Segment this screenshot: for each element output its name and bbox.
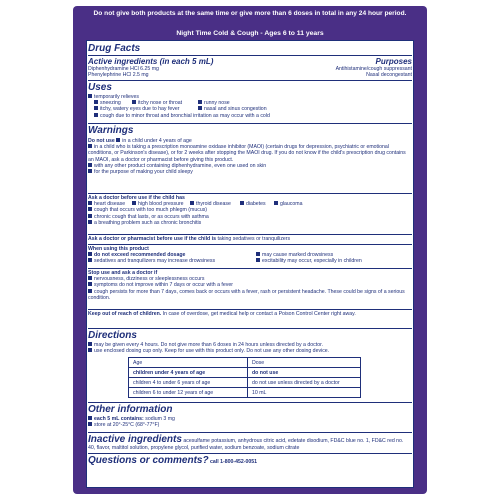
use-item: nasal and sinus congestion	[204, 106, 267, 113]
keep-out-label: Keep out of reach of children.	[88, 311, 162, 317]
bullet-icon	[274, 201, 278, 205]
bullet-icon	[88, 144, 92, 148]
condition-item: heart disease	[94, 201, 126, 208]
bullet-icon	[88, 207, 92, 211]
warnings-title: Warnings	[88, 125, 134, 136]
ingredients-list	[88, 66, 412, 78]
bullet-icon	[88, 422, 92, 426]
stop-use-item: cough persists for more than 7 days, comes back or occurs with a fever, rash or persistent headache. These could be signs of a serious condition.	[88, 288, 405, 301]
ingredient-row	[88, 72, 412, 78]
bullet-icon	[88, 416, 92, 420]
bullet-icon	[256, 258, 260, 262]
bullet-icon	[88, 276, 92, 280]
when-using-header: When using this product	[88, 246, 149, 252]
stop-use-block	[88, 270, 412, 301]
bullet-icon	[198, 106, 202, 110]
warning-item: for the purpose of making your child sleepy	[94, 169, 193, 176]
table-header-dose: Dose	[248, 358, 361, 368]
condition-item: high blood pressure	[138, 201, 184, 208]
keep-out-text: In case of overdose, get medical help or contact a Poison Control Center right away.	[162, 311, 356, 317]
questions-block	[88, 455, 412, 466]
table-cell-dose: 10 mL	[248, 388, 361, 398]
drug-facts-title: Drug Facts	[88, 43, 141, 54]
product-subtitle: Night Time Cold & Cough - Ages 6 to 11 years	[176, 30, 324, 37]
bullet-icon	[88, 258, 92, 262]
divider	[88, 123, 412, 124]
dosage-table-wrap	[128, 357, 368, 398]
bullet-icon	[88, 201, 92, 205]
use-item: itchy, watery eyes due to hay fever	[100, 106, 180, 113]
ingredient-purpose: Nasal decongestant	[366, 72, 412, 79]
bullet-icon	[132, 100, 136, 104]
uses-title: Uses	[88, 82, 112, 93]
table-cell-dose: do not use unless directed by a doctor	[248, 378, 361, 388]
keep-out-of-reach	[88, 311, 412, 317]
bullet-icon	[256, 252, 260, 256]
bullet-icon	[88, 214, 92, 218]
top-warning: Do not give both products at the same time or give more than 6 doses in total in any 24 hour period.	[93, 10, 407, 17]
inactive-block	[88, 434, 412, 451]
stop-use-header: Stop use and ask a doctor if	[88, 270, 158, 276]
condition-item: thyroid disease	[196, 201, 231, 208]
condition-item: diabetes	[246, 201, 266, 208]
bullet-icon	[88, 342, 92, 346]
warning-item: in a child under 4 years of age	[122, 138, 192, 144]
table-cell-age: children 6 to under 12 years of age	[129, 388, 248, 398]
bullet-icon	[116, 138, 120, 142]
other-info-text: sodium 3 mg	[145, 416, 175, 422]
bullet-icon	[132, 201, 136, 205]
when-using-row	[88, 258, 412, 264]
warning-item: in a child who is taking a prescription monoamine oxidase inhibitor (MAOI) (certain drugs for depression, psychiatric or emotional conditions, or Parkinson's disease), or for 2 weeks after stopping the MAOI drug. If you do not know if the child's prescription drug contains an MAOI, ask a doctor or pharmacist before giving this product.	[88, 144, 406, 163]
phone-number: call 1-800-452-0051	[210, 459, 258, 465]
divider	[88, 453, 412, 454]
other-info-label: each 5 mL contains:	[94, 416, 144, 422]
table-cell-age: children under 4 years of age	[129, 368, 248, 378]
when-using-item: excitability may occur, especially in children	[262, 258, 362, 265]
bullet-icon	[88, 94, 92, 98]
condition-item: a breathing problem such as chronic bronchitis	[94, 219, 202, 226]
other-info-title: Other information	[88, 404, 173, 415]
purposes-header: Purposes	[375, 57, 412, 66]
bullet-icon	[88, 348, 92, 352]
table-cell-age: children 4 to under 6 years of age	[129, 378, 248, 388]
bullet-icon	[88, 169, 92, 173]
table-header-row	[129, 358, 361, 368]
bullet-icon	[190, 201, 194, 205]
divider	[88, 80, 412, 81]
use-item: runny nose	[204, 100, 230, 107]
bullet-icon	[88, 282, 92, 286]
bullet-icon	[88, 163, 92, 167]
directions-title: Directions	[88, 330, 137, 341]
use-item: cough due to minor throat and bronchial irritation as may occur with a cold	[100, 112, 270, 119]
inactive-title: Inactive ingredients	[88, 434, 182, 445]
when-using-item: do not exceed recommended dosage	[94, 252, 186, 259]
ask-doctor-block	[88, 195, 412, 226]
ask-pharmacist-text: taking sedatives or tranquilizers	[217, 236, 291, 242]
uses-list	[88, 94, 412, 119]
ask-pharmacist-line	[88, 236, 412, 242]
dosage-table	[128, 357, 361, 398]
ingredient-name: Diphenhydramine HCl 6.25 mg	[88, 66, 159, 72]
warning-item: with any other product containing diphenhydramine, even one used on skin	[94, 162, 267, 169]
table-row	[129, 388, 361, 398]
divider	[88, 244, 412, 245]
bullet-icon	[88, 289, 92, 293]
divider	[88, 193, 412, 194]
uses-intro: temporarily relieves	[94, 94, 139, 100]
direction-item: use enclosed dosing cup only. Keep for use with this product only. Do not use any other dosing device.	[94, 348, 330, 355]
bullet-icon	[198, 100, 202, 104]
other-info-text: store at 20°-25°C (68°-77°F)	[94, 422, 160, 429]
divider	[88, 402, 412, 403]
table-cell-dose: do not use	[248, 368, 361, 378]
active-header-row	[88, 57, 412, 66]
direction-item: may be given every 4 hours. Do not give more than 6 doses in 24 hours unless directed by a doctor.	[94, 342, 323, 348]
when-using-item: sedatives and tranquilizers may increase drowsiness	[94, 258, 216, 265]
condition-item: chronic cough that lasts, or as occurs with asthma	[94, 213, 209, 220]
ask-pharmacist-label: Ask a doctor or pharmacist before use if the child is	[88, 236, 216, 242]
active-ingredients-header: Active ingredients (in each 5 mL)	[88, 57, 214, 66]
divider	[88, 55, 412, 56]
divider	[88, 328, 412, 329]
use-item: sneezing	[100, 100, 121, 107]
do-not-use-label: Do not use	[88, 138, 115, 144]
divider	[88, 432, 412, 433]
bullet-icon	[94, 100, 98, 104]
bullet-icon	[88, 220, 92, 224]
ingredient-purpose: Antihistamine/cough suppressant	[335, 66, 412, 72]
divider	[88, 268, 412, 269]
inactive-text: acesulfame potassium, anhydrous citric acid, edetate disodium, FD&C blue no. 1, FD&C red no. 40, flavor, maltitol solution, propylene glycol, purified water, sodium benzoate, sodium citrate	[88, 438, 404, 451]
ask-doctor-header: Ask a doctor before use if the child has	[88, 195, 185, 201]
directions-list	[88, 342, 412, 354]
questions-title: Questions or comments?	[88, 455, 209, 466]
table-row	[129, 378, 361, 388]
when-using-block	[88, 246, 412, 265]
do-not-use-block	[88, 138, 412, 175]
bullet-icon	[240, 201, 244, 205]
condition-item: glaucoma	[280, 201, 303, 208]
other-info-list	[88, 416, 412, 428]
divider	[88, 309, 412, 310]
bullet-icon	[94, 113, 98, 117]
bullet-icon	[88, 252, 92, 256]
use-item: itchy nose or throat	[138, 100, 183, 107]
stop-use-item: symptoms do not improve within 7 days or occur with a fever	[94, 282, 233, 289]
divider	[88, 234, 412, 235]
ingredient-name: Phenylephrine HCl 2.5 mg	[88, 72, 149, 79]
when-using-item: may cause marked drowsiness	[262, 252, 334, 259]
table-row	[129, 368, 361, 378]
bullet-icon	[94, 106, 98, 110]
condition-item: cough that occurs with too much phlegm (mucus)	[94, 207, 208, 214]
table-header-age: Age	[129, 358, 248, 368]
stop-use-item: nervousness, dizziness or sleeplessness occurs	[94, 276, 205, 283]
